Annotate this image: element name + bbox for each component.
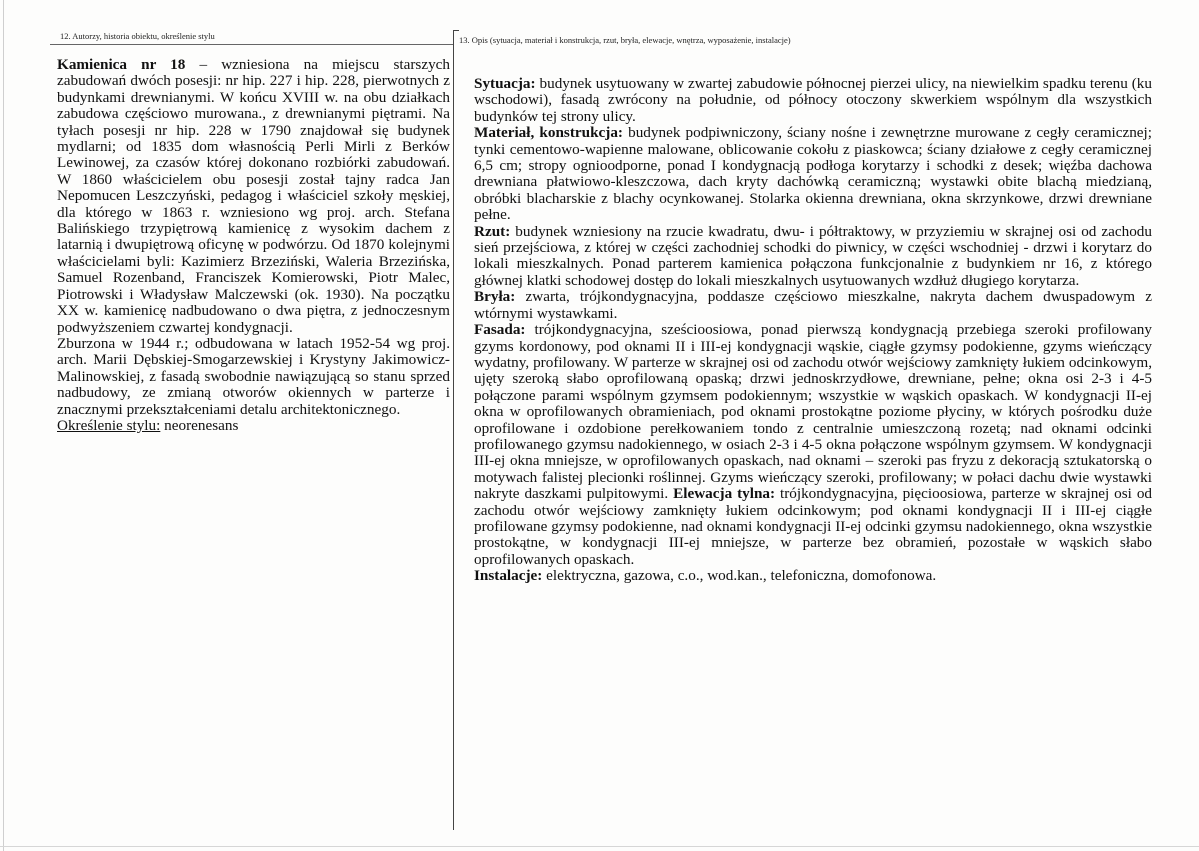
material-paragraph xyxy=(474,125,1152,223)
scan-edge-bottom xyxy=(0,846,1199,847)
rzut-label: Rzut: xyxy=(474,222,511,240)
right-column xyxy=(474,76,1152,585)
rebuild-paragraph: Zburzona w 1944 r.; odbudowana w latach 1952-54 wg proj. arch. Marii Dębskiej-Smogarzewskiej i Krystyny Jakimowicz-Malinowskiej, z fasadą swobodnie nawiązującą so stanu sprzed nadbudowy, ze zmianą otworów okiennych w parterze i znacznymi przekształceniami detalu architektonicznego. xyxy=(57,334,450,418)
left-column xyxy=(57,57,450,434)
sytuacja-text: budynek usytuowany w zwartej zabudowie północnej pierzei ulicy, na niewielkim spadku terenu (ku wschodowi), fasadą zwrócony na południe, od północy otoczony skwerkiem wspólnym dla wszystkich budynków tej strony ulicy. xyxy=(474,75,1152,125)
history-paragraph xyxy=(57,57,450,336)
bryla-paragraph xyxy=(474,289,1152,322)
elewacja-tylna-label: Elewacja tylna: xyxy=(668,485,776,503)
building-title: Kamienica nr 18 xyxy=(57,56,186,73)
instalacje-label: Instalacje: xyxy=(474,567,543,585)
fasada-label: Fasada: xyxy=(474,321,526,339)
column-divider-tick xyxy=(453,30,459,31)
style-label: Określenie stylu: xyxy=(57,416,161,434)
fasada-text: trójkondygnacyjna, sześcioosiowa, ponad pierwszą kondygnacją przebiega szeroki profilowany gzyms kordonowy, pod oknami II i III-ej kondygnacji wąskie, ciągłe gzymsy podokienne, gzyms wieńczący wydatny, profilowany. W parterze w skrajnej osi od zachodu otwór wejściowy zamknięty łukiem odcinkowym, ujęty szeroką słabo oprofilowaną opaską; drzwi jednoskrzydłowe, drewniane, pełne; okna osi 2-3 i 4-5 połączone parami wspólnym gzymsem podokiennym; wszystkie w wąskich opaskach. W kondygnacji II-ej okna w oprofilowanych obramieniach, pod oknami prostokątne poziome płyciny, w których pośrodku duże oprofilowane i ozdobione perełkowaniem tondo z centralnie umieszczoną rozetą; nad oknami odcinki profilowanego gzymsu nadokiennego, w osiach 2-3 i 4-5 okna połączone wspólnym gzymsem. W kondygnacji III-ej okna mniejsze, w oprofilowanych opaskach, nad oknami – szeroki pas fryzu z dekoracją sztukatorską o motywach falistej plecionki roślinnej. Gzyms wieńczący szeroki, profilowany; w połaci dachu dwie wystawki nakryte daszkami pulpitowymi. xyxy=(474,321,1152,503)
scan-edge-left xyxy=(3,0,4,851)
elewacja-tylna-text: trójkondygnacyjna, pięcioosiowa, parterze w skrajnej osi od zachodu otwór wejściowy zamknięty łukiem odcinkowym; pod oknami kondygnacji II i III-ej ciągłe profilowane gzymsy podokienne, nad oknami kondygnacji II-ej odcinki gzymsu nadokiennego, okna wszystkie prostokątne, w kondygnacji III-ej mniejsze, w parterze bez obramień, pozostałe w wąskich słabo oprofilowanych opaskach. xyxy=(474,485,1153,568)
bryla-text: zwarta, trójkondygnacyjna, poddasze częściowo mieszkalne, nakryta dachem dwuspadowym z wtórnymi wystawkami. xyxy=(474,288,1152,322)
sytuacja-paragraph xyxy=(474,76,1152,125)
style-value: neorenesans xyxy=(160,416,239,434)
rzut-text: budynek wzniesiony na rzucie kwadratu, dwu- i półtraktowy, w przyziemiu w skrajnej osi od zachodu sień przejściowa, z której w części zachodniej schodki do piwnicy, w części wschodniej - drzwi i korytarz do lokali mieszkalnych. Ponad parterem kamienica połączona funkcjonalnie z budynkiem nr 16, z którego głównej klatki schodowej dostęp do lokali mieszkalnych usytuowanych wzdłuż długiego korytarza. xyxy=(474,222,1152,289)
bryla-label: Bryła: xyxy=(474,288,516,306)
instalacje-paragraph xyxy=(474,568,1152,584)
material-text: budynek podpiwniczony, ściany nośne i zewnętrzne murowane z cegły ceramicznej; tynki cementowo-wapienne malowane, oblicowanie cokołu z piaskowca; ściany działowe z cegły ceramicznej 6,5 cm; stropy ognioodporne, ponad I kondygnacją podłoga korytarzy i schodki z desek; więźba dachowa drewniana płatwiowo-kleszczowa, dach kryty dachówką ceramiczną; wystawki obite blachą miedzianą, obróbki blacharskie z blachy ocynkowanej. Stolarka okienna drewniana, okna skrzynkowe, drzwi drewniane pełne. xyxy=(474,124,1152,224)
fasada-paragraph xyxy=(474,322,1152,568)
sytuacja-label: Sytuacja: xyxy=(474,75,536,92)
left-header-rule xyxy=(50,44,454,45)
history-text: – wzniesiona na miejscu starszych zabudowań dwóch posesji: nr hip. 227 i hip. 228, pierwotnych z budynkami drewnianymi. W końcu XVIII w. na obu działkach zabudowa częściowo murowana., z drewnianymi piętrami. Na tyłach posesji nr hip. 228 w 1790 znajdował się budynek mydlarni; od 1835 dom własnością Perli Mirli z Berków Lewinowej, za czasów której dokonano rozbiórki zabudowań. W 1860 właścicielem obu posesji został tajny radca Jan Nepomucen Leszczyński, pedagog i właściciel szkoły męskiej, dla którego w 1863 r. wzniesiono wg proj. arch. Stefana Balińskiego trzypiętrową kamienicę z wysokim dachem z latarnią i dwupiętrową oficynę w podwórzu. Od 1870 kolejnymi właścicielami byli: Kazimierz Brzeziński, Waleria Brzezińska, Samuel Rozenband, Franciszek Komierowski, Piotr Malec, Piotrowski i Władysław Malczewski (ok. 1930). Na początku XX w. kamienicę nadbudowano o dwa piętra, z jednoczesnym podwyższeniem czwartej kondygnacji. xyxy=(57,56,450,336)
material-label: Materiał, konstrukcja: xyxy=(474,124,623,142)
right-column-header: 13. Opis (sytuacja, materiał i konstrukcja, rzut, bryła, elewacje, wnętrza, wyposażenie, instalacje) xyxy=(459,35,791,45)
style-paragraph xyxy=(57,418,450,434)
rzut-paragraph xyxy=(474,224,1152,290)
column-divider xyxy=(453,30,454,830)
instalacje-text: elektryczna, gazowa, c.o., wod.kan., telefoniczna, domofonowa. xyxy=(542,567,937,585)
left-column-header: 12. Autorzy, historia obiektu, określenie stylu xyxy=(60,31,215,41)
